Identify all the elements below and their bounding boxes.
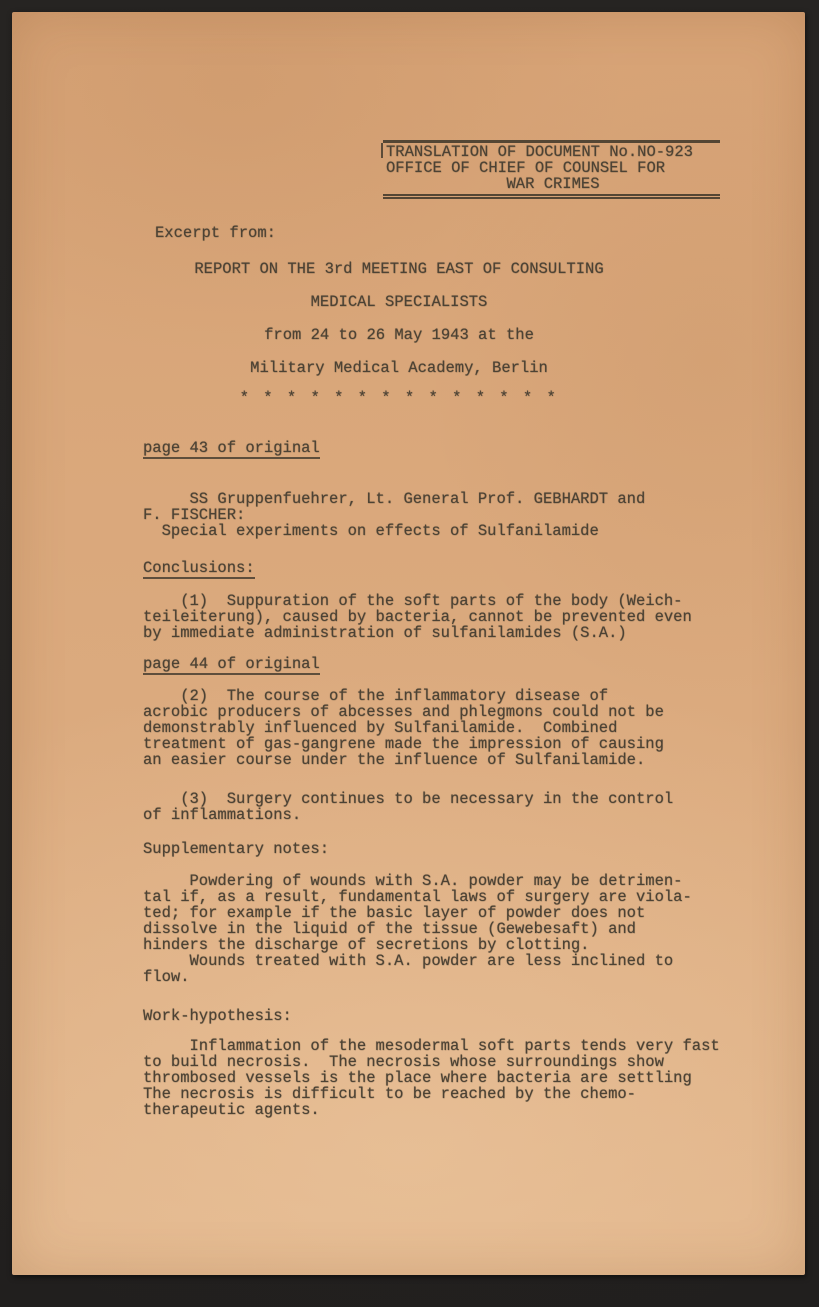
stamp-line-war-crimes: WAR CRIMES [506, 175, 600, 193]
text-line: teileiterung), caused by bacteria, cannot be prevented even [143, 608, 692, 626]
text-line: Special experiments on effects of Sulfanilamide [143, 522, 599, 540]
text-line: therapeutic agents. [143, 1101, 320, 1119]
text-line: demonstrably influenced by Sulfanilamide. Combined [143, 719, 618, 737]
text-line: flow. [143, 968, 190, 986]
text-line: treatment of gas-gangrene made the impression of causing [143, 735, 664, 753]
stamp-line-office: OFFICE OF CHIEF OF COUNSEL FOR [386, 159, 666, 177]
conclusion-3-paragraph [143, 791, 673, 823]
text-line: acrobic producers of abcesses and phlegmons could not be [143, 703, 664, 721]
text-line: an easier course under the influence of Sulfanilamide. [143, 751, 646, 769]
text-line: tal if, as a result, fundamental laws of surgery are viola- [143, 888, 692, 906]
page-43-heading: page 43 of original [143, 439, 320, 457]
text-line: Inflammation of the mesodermal soft parts tends very fast [143, 1037, 720, 1055]
text-line: The necrosis is difficult to be reached by the chemo- [143, 1085, 636, 1103]
asterisk-separator: * * * * * * * * * * * * * * [239, 389, 559, 407]
text-line: dissolve in the liquid of the tissue (Gewebesaft) and [143, 920, 636, 938]
text-line: (3) Surgery continues to be necessary in the control [143, 790, 674, 808]
text-line: hinders the discharge of secretions by clotting. [143, 936, 590, 954]
translation-stamp [383, 140, 720, 199]
text-line: by immediate administration of sulfanilamides (S.A.) [143, 624, 627, 642]
excerpt-label: Excerpt from: [155, 224, 276, 242]
stamp-line-document-number: TRANSLATION OF DOCUMENT No.NO-923 [386, 143, 693, 161]
report-title-line-3: from 24 to 26 May 1943 at the [264, 326, 534, 344]
supplementary-notes-paragraph [143, 873, 692, 985]
supplementary-notes-heading: Supplementary notes: [143, 840, 330, 858]
text-line: (1) Suppuration of the soft parts of the body (Weich- [143, 592, 683, 610]
text-line: Powdering of wounds with S.A. powder may be detrimen- [143, 872, 683, 890]
text-line: thrombosed vessels is the place where bacteria are settling [143, 1069, 692, 1087]
document-page [12, 12, 805, 1275]
page-44-heading: page 44 of original [143, 655, 320, 673]
text-line: ted; for example if the basic layer of powder does not [143, 904, 646, 922]
report-title-line-4: Military Medical Academy, Berlin [250, 359, 548, 377]
conclusions-heading: Conclusions: [143, 559, 255, 577]
report-title-line-1: REPORT ON THE 3rd MEETING EAST OF CONSULTING [194, 260, 604, 278]
text-line: to build necrosis. The necrosis whose surroundings show [143, 1053, 664, 1071]
work-hypothesis-paragraph [143, 1038, 720, 1118]
attribution-paragraph [143, 491, 645, 539]
text-line: SS Gruppenfuehrer, Lt. General Prof. GEBHARDT and [143, 490, 646, 508]
text-line: F. FISCHER: [143, 506, 246, 524]
report-title-line-2: MEDICAL SPECIALISTS [310, 293, 488, 311]
text-line: of inflammations. [143, 806, 302, 824]
text-line: (2) The course of the inflammatory disease of [143, 687, 609, 705]
conclusion-1-paragraph [143, 593, 692, 641]
work-hypothesis-heading: Work-hypothesis: [143, 1007, 292, 1025]
conclusion-2-paragraph [143, 688, 664, 768]
text-line: Wounds treated with S.A. powder are less inclined to [143, 952, 674, 970]
